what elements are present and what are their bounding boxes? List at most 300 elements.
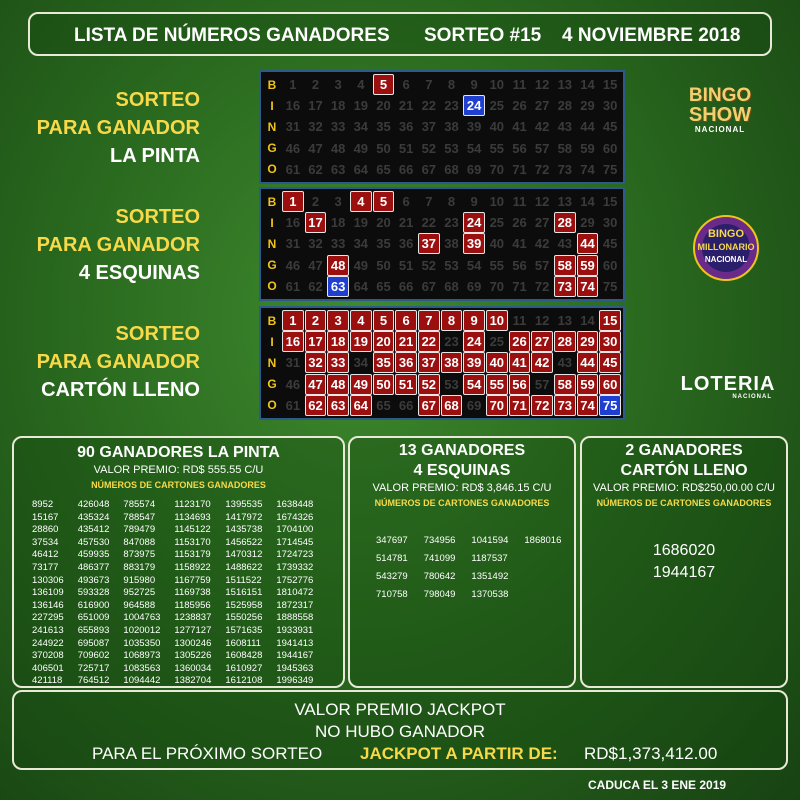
board-number: 6 (395, 310, 417, 331)
board-number: 28 (554, 212, 576, 233)
board-number: 71 (512, 278, 527, 294)
board-number: 8 (447, 77, 456, 93)
winner-card-number: 244922 (32, 637, 64, 649)
board-number: 31 (285, 355, 301, 371)
board-number: 52 (418, 374, 440, 395)
board-number: 71 (512, 161, 527, 177)
board-number: 64 (353, 161, 369, 177)
winner-card-number: 651009 (77, 612, 110, 624)
winner-card-number: 435324 (77, 511, 110, 523)
board-number: 74 (577, 276, 599, 297)
winner-card-number: 1674326 (276, 511, 314, 523)
board-number: 68 (441, 395, 463, 416)
board-number: 13 (557, 77, 573, 93)
board-number: 2 (305, 310, 327, 331)
board-number: 18 (330, 98, 346, 114)
board-number: 27 (534, 98, 550, 114)
board-number: 25 (489, 215, 505, 231)
winner-card-number: 1382704 (174, 675, 212, 687)
winner-card-number: 847088 (123, 536, 156, 548)
board-number: 32 (308, 119, 323, 135)
board-number: 67 (421, 278, 437, 294)
board-number: 35 (373, 352, 395, 373)
board-row (263, 310, 621, 331)
winner-card-number: 655893 (77, 624, 110, 636)
bingo-show-logo (680, 86, 760, 134)
board-number: 23 (444, 98, 459, 114)
board-number: 52 (421, 140, 437, 156)
round-label-line2: PARA GANADOR (36, 351, 200, 373)
board-number: 23 (444, 334, 459, 350)
winner-card-number: 1888558 (276, 612, 314, 624)
board-number: 55 (486, 374, 508, 395)
board-letter: I (270, 215, 274, 230)
board-number: 12 (534, 194, 550, 210)
board-number: 26 (512, 215, 527, 231)
winner-card-number: 421118 (32, 675, 63, 687)
jackpot-status: NO HUBO GANADOR (314, 722, 486, 741)
winner-card-number: 1305226 (174, 650, 212, 662)
board-row (263, 74, 621, 95)
winner-card-number: 741099 (423, 553, 456, 564)
winner-column (78, 499, 110, 688)
board-letter: O (267, 279, 277, 294)
board-number: 5 (373, 191, 395, 212)
board-number: 45 (602, 236, 618, 252)
pinta-subtitle: NÚMEROS DE CARTONES GANADORES (91, 480, 266, 490)
board-number: 7 (418, 310, 440, 331)
winner-card-number: 37534 (32, 536, 59, 548)
board-number: 43 (557, 355, 573, 371)
board-number: 63 (327, 395, 349, 416)
board-row (263, 159, 621, 180)
board-number: 60 (599, 374, 621, 395)
winner-card-number: 1035350 (123, 637, 161, 649)
board-number: 44 (577, 352, 599, 373)
jackpot-title: VALOR PREMIO JACKPOT (294, 700, 506, 719)
lleno-subtitle: NÚMEROS DE CARTONES GANADORES (596, 498, 772, 508)
board-number: 20 (376, 98, 391, 114)
board-number: 72 (534, 278, 550, 294)
esquinas-subtitle: NÚMEROS DE CARTONES GANADORES (374, 498, 550, 508)
board-number: 37 (421, 119, 437, 135)
board-number: 36 (398, 236, 414, 252)
logo-text: MILLONARIO (697, 242, 755, 252)
board-number: 70 (486, 395, 508, 416)
board-letter: N (267, 119, 277, 134)
board-number: 38 (444, 236, 459, 252)
winner-card-number: 370208 (32, 650, 64, 662)
board-number: 53 (444, 140, 459, 156)
esquinas-prize: VALOR PREMIO: RD$ 3,846.15 C/U (372, 482, 552, 494)
board-number: 39 (466, 119, 482, 135)
winner-card-number: 1612108 (225, 675, 263, 687)
board-number: 13 (557, 194, 573, 210)
board-number: 63 (327, 276, 349, 297)
board-number: 66 (398, 397, 414, 413)
winner-card-number: 1083563 (123, 662, 161, 674)
board-number: 74 (577, 395, 599, 416)
board-row (263, 276, 621, 297)
winner-card-number: 964588 (123, 599, 156, 611)
winner-card-number: 1435738 (225, 524, 263, 536)
board-number: 11 (512, 77, 527, 93)
board-row (263, 116, 621, 137)
board-number: 59 (580, 140, 595, 156)
winner-card-number: 1169738 (174, 587, 211, 599)
board-letter: N (267, 236, 277, 251)
winner-card-number: 1571635 (225, 624, 263, 636)
board-number: 62 (308, 161, 323, 177)
board-number: 40 (489, 236, 505, 252)
winner-card-number: 789479 (123, 524, 156, 536)
winner-card-number: 1395535 (225, 499, 263, 510)
winner-card-number: 406501 (32, 662, 64, 674)
board-number: 70 (489, 161, 505, 177)
board-number: 28 (554, 331, 576, 352)
lleno-winners-box (580, 436, 788, 688)
board-number: 59 (577, 374, 599, 395)
winner-card-number: 1094442 (123, 675, 161, 687)
board-number: 54 (466, 140, 482, 156)
board-number: 57 (534, 257, 550, 273)
winner-card-number: 873975 (123, 549, 156, 561)
bingo-millonario-logo (688, 210, 764, 286)
board-number: 24 (463, 95, 485, 116)
winner-card-number: 1145122 (174, 524, 211, 536)
board-number: 20 (376, 215, 391, 231)
board-number: 35 (376, 119, 391, 135)
board-number: 21 (398, 98, 414, 114)
board-number: 60 (602, 140, 618, 156)
winner-card-number: 1167759 (174, 574, 211, 586)
board-number: 48 (327, 255, 349, 276)
board-number: 29 (580, 98, 595, 114)
winner-column (471, 532, 508, 604)
winner-card-number: 1810472 (276, 587, 314, 599)
board-number: 14 (580, 194, 595, 210)
board-number: 66 (398, 278, 414, 294)
board-number: 19 (353, 98, 369, 114)
board-number: 10 (489, 194, 505, 210)
board-number: 12 (534, 77, 550, 93)
board-number: 59 (577, 255, 599, 276)
board-number: 55 (489, 140, 505, 156)
board-number: 19 (353, 215, 369, 231)
winner-card-number: 785574 (123, 499, 156, 510)
board-number: 62 (308, 278, 323, 294)
board-number: 14 (580, 313, 595, 329)
board-number: 50 (373, 374, 395, 395)
board-number: 25 (489, 334, 505, 350)
board-number: 63 (330, 161, 346, 177)
winner-card-number: 73177 (32, 561, 59, 573)
board-number: 8 (447, 194, 456, 210)
board-number: 36 (395, 352, 417, 373)
board-number: 56 (512, 140, 527, 156)
board-number: 70 (489, 278, 505, 294)
board-number: 51 (398, 257, 414, 273)
logo-text: BINGO (688, 85, 752, 106)
board-number: 4 (350, 191, 372, 212)
board-number: 28 (557, 98, 573, 114)
board-number: 1 (282, 191, 304, 212)
winner-card-number: 1608111 (225, 637, 261, 649)
winner-card-number: 1068973 (123, 650, 161, 662)
board-number: 18 (327, 331, 349, 352)
winner-card-number: 788547 (123, 511, 156, 523)
board-number: 47 (305, 374, 327, 395)
round-label-lleno (0, 320, 200, 404)
board-row (263, 95, 621, 116)
board-number: 24 (463, 331, 485, 352)
board-number: 46 (285, 140, 301, 156)
board-number: 21 (395, 331, 417, 352)
winner-card-number: 1704100 (276, 524, 314, 536)
board-number: 47 (308, 257, 323, 273)
board-number: 14 (580, 77, 595, 93)
board-number: 61 (285, 397, 301, 413)
board-number: 33 (330, 119, 346, 135)
board-number: 30 (599, 331, 621, 352)
board-number: 44 (577, 233, 599, 254)
board-number: 6 (402, 194, 410, 210)
board-letter: I (270, 334, 274, 349)
winner-card-number: 543279 (376, 571, 408, 582)
board-number: 33 (327, 352, 349, 373)
winner-card-number: 1752776 (276, 574, 314, 586)
board-number: 65 (376, 278, 391, 294)
board-number: 11 (512, 313, 527, 329)
round-label-line1: SORTEO (115, 323, 200, 345)
board-number: 29 (580, 215, 595, 231)
round-label-line1: SORTEO (115, 206, 200, 228)
board-letter: G (267, 141, 277, 156)
board-number: 67 (418, 395, 440, 416)
logo-text: NACIONAL (704, 255, 748, 264)
board-number: 16 (285, 215, 301, 231)
logo-text: SHOW (688, 104, 752, 126)
board-number: 5 (373, 74, 395, 95)
loteria-logo (678, 374, 778, 400)
round-label-esquinas (0, 203, 200, 287)
board-number: 73 (554, 276, 576, 297)
lleno-winner: 1686020 (652, 542, 716, 559)
board-letter: O (267, 398, 277, 413)
board-number: 26 (512, 98, 527, 114)
board-number: 27 (534, 215, 550, 231)
winner-card-number: 1739332 (276, 561, 314, 573)
winner-card-number: 915980 (123, 574, 156, 586)
board-number: 42 (534, 236, 550, 252)
board-number: 69 (466, 397, 482, 413)
board-number: 35 (376, 236, 391, 252)
board-number: 16 (285, 98, 301, 114)
winner-card-number: 1724723 (276, 549, 314, 561)
expiry-date: CADUCA EL 3 ENE 2019 (588, 778, 727, 792)
winner-card-number: 764512 (77, 675, 110, 687)
board-number: 57 (534, 376, 550, 392)
board-number: 65 (376, 397, 391, 413)
sorteo-number: SORTEO #15 (424, 25, 542, 46)
winner-card-number: 709602 (77, 650, 110, 662)
board-row (263, 331, 621, 352)
board-number: 9 (463, 310, 485, 331)
board-letter: B (267, 77, 277, 92)
round-label-line3: LA PINTA (110, 145, 200, 167)
winner-card-number: 1872317 (276, 599, 314, 611)
winner-card-number: 1187537 (471, 553, 508, 564)
board-number: 48 (330, 140, 346, 156)
winner-card-number: 493673 (77, 574, 110, 586)
board-number: 66 (398, 161, 414, 177)
board-number: 4 (357, 77, 365, 93)
board-number: 22 (421, 98, 437, 114)
board-number: 39 (463, 352, 485, 373)
board-number: 8 (441, 310, 463, 331)
board-number: 73 (554, 395, 576, 416)
board-number: 75 (602, 278, 618, 294)
lleno-winner: 1944167 (652, 564, 716, 581)
board-number: 30 (602, 215, 618, 231)
logo-text: BINGO (707, 228, 745, 240)
board-number: 7 (425, 194, 433, 210)
board-number: 17 (305, 331, 327, 352)
board-number: 41 (512, 236, 527, 252)
esquinas-winner-list (376, 532, 561, 604)
board-number: 68 (444, 161, 459, 177)
jackpot-amount: RD$1,373,412.00 (584, 744, 718, 763)
winner-card-number: 1488622 (225, 561, 263, 573)
board-number: 44 (580, 119, 595, 135)
board-number: 46 (285, 257, 301, 273)
board-number: 22 (421, 215, 437, 231)
winner-card-number: 1041594 (471, 535, 509, 546)
board-number: 29 (577, 331, 599, 352)
winner-card-number: 1933931 (276, 624, 314, 636)
board-number: 24 (463, 212, 485, 233)
winner-card-number: 1550256 (225, 612, 263, 624)
board-letter: I (270, 98, 274, 113)
board-number: 75 (602, 161, 618, 177)
winner-column (225, 499, 262, 688)
board-number: 10 (489, 77, 505, 93)
winner-card-number: 1868016 (524, 535, 562, 546)
winner-card-number: 1516151 (225, 587, 263, 599)
board-number: 20 (373, 331, 395, 352)
winner-card-number: 1277127 (174, 624, 212, 636)
lleno-prize: VALOR PREMIO: RD$250,00.00 C/U (593, 482, 775, 494)
winner-column (424, 532, 456, 604)
board-number: 26 (509, 331, 531, 352)
winner-card-number: 227295 (32, 612, 64, 624)
winner-card-number: 1351492 (471, 571, 509, 582)
logo-text: NACIONAL (732, 394, 772, 400)
winner-card-number: 1944167 (276, 650, 314, 662)
winner-card-number: 1511522 (225, 574, 262, 586)
board-number: 38 (441, 352, 463, 373)
board-number: 54 (466, 257, 482, 273)
board-number: 2 (311, 77, 320, 93)
board-number: 64 (350, 395, 372, 416)
round-label-line2: PARA GANADOR (36, 234, 200, 256)
board-number: 40 (486, 352, 508, 373)
bingo-board-pinta (259, 70, 625, 184)
sorteo-date: 4 NOVIEMBRE 2018 (562, 25, 741, 46)
board-number: 10 (486, 310, 508, 331)
board-number: 1 (289, 77, 297, 93)
board-row (263, 212, 621, 233)
winner-card-number: 1004763 (123, 612, 161, 624)
winner-card-number: 457530 (77, 536, 110, 548)
bingo-board-lleno (259, 306, 625, 420)
board-number: 39 (463, 233, 485, 254)
board-number: 37 (418, 352, 440, 373)
winner-card-number: 1123170 (174, 499, 211, 510)
winner-card-number: 1158922 (174, 561, 211, 573)
board-number: 15 (602, 77, 618, 93)
winner-card-number: 1996349 (276, 675, 314, 687)
board-number: 11 (512, 194, 527, 210)
bingo-board-esquinas (259, 187, 625, 301)
round-label-line3: 4 ESQUINAS (78, 262, 200, 284)
round-label-line3: CARTÓN LLENO (41, 379, 200, 401)
board-number: 61 (285, 161, 301, 177)
esquinas-title2: 4 ESQUINAS (413, 462, 511, 479)
board-number: 74 (580, 161, 595, 177)
board-number: 75 (599, 395, 621, 416)
board-number: 68 (444, 278, 459, 294)
board-number: 51 (398, 140, 414, 156)
board-number: 41 (512, 119, 527, 135)
winner-card-number: 1134693 (174, 511, 211, 523)
board-number: 69 (466, 161, 482, 177)
board-number: 58 (554, 255, 576, 276)
board-letter: N (267, 355, 277, 370)
lleno-title2: CARTÓN LLENO (620, 462, 748, 479)
winner-card-number: 710758 (376, 589, 408, 600)
board-number: 7 (425, 77, 433, 93)
winner-card-number: 1153170 (174, 536, 211, 548)
winner-card-number: 780642 (423, 571, 456, 582)
board-number: 71 (509, 395, 531, 416)
board-number: 32 (308, 236, 323, 252)
winner-card-number: 1300246 (174, 637, 212, 649)
winner-card-number: 1945363 (276, 662, 314, 674)
board-row (263, 352, 621, 373)
winner-card-number: 1941413 (276, 637, 314, 649)
lleno-title1: 2 GANADORES (625, 442, 743, 459)
board-number: 73 (557, 161, 573, 177)
board-number: 50 (376, 140, 391, 156)
winner-card-number: 883179 (123, 561, 156, 573)
board-number: 40 (489, 119, 505, 135)
board-number: 45 (602, 119, 618, 135)
board-number: 17 (305, 212, 327, 233)
winner-card-number: 725717 (77, 662, 110, 674)
winner-card-number: 514781 (376, 553, 408, 564)
board-number: 56 (512, 257, 527, 273)
winner-card-number: 1417972 (225, 511, 263, 523)
board-letter: O (267, 162, 277, 177)
board-number: 60 (602, 257, 618, 273)
board-number: 43 (557, 119, 573, 135)
board-number: 32 (305, 352, 327, 373)
board-number: 9 (470, 194, 478, 210)
board-number: 33 (330, 236, 346, 252)
winner-card-number: 130306 (32, 574, 64, 586)
board-number: 54 (463, 374, 485, 395)
